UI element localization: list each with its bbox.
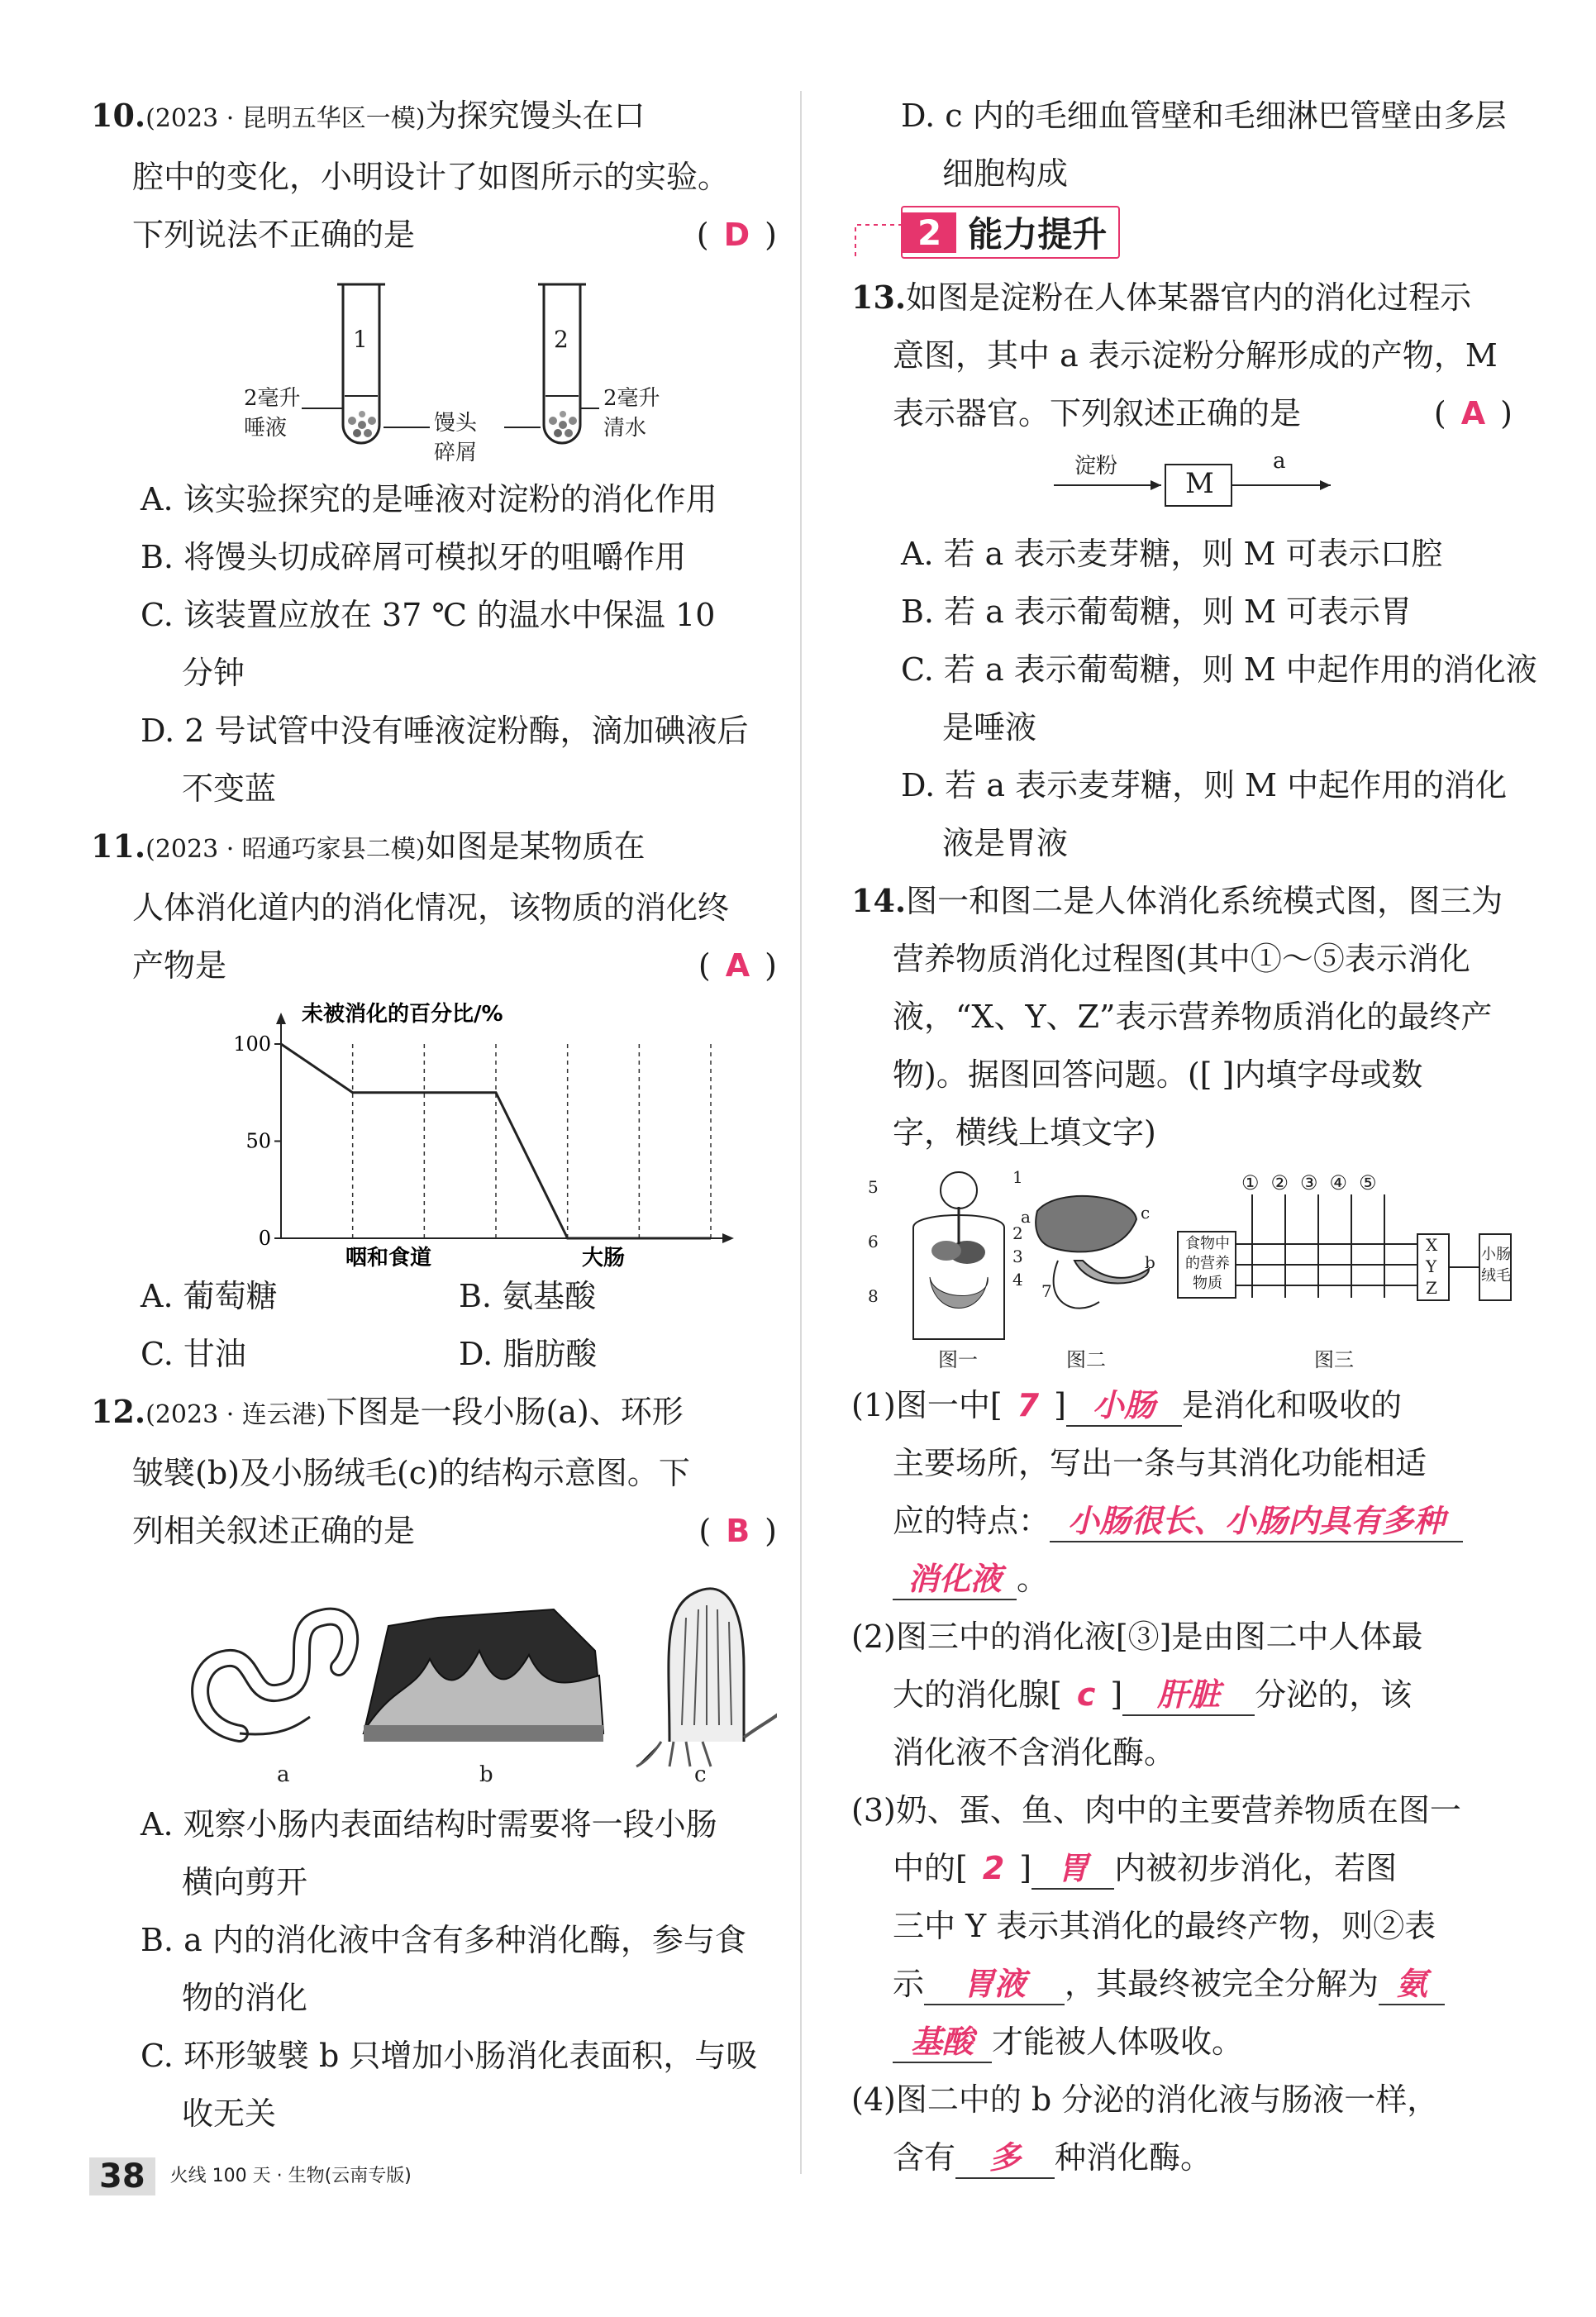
x-label-esophagus: 咽和食道 xyxy=(345,1246,432,1267)
right-column xyxy=(851,87,1537,2186)
stem-line: 字，横线上填文字) xyxy=(893,1114,1156,1151)
question-14: 14.图一和图二是人体消化系统模式图，图三为 营养物质消化过程图(其中①～⑤表示消化 液，“X、Y、Z”表示营养物质消化的最终产 物)。据图回答问题。([ ]内填字母或数 字，横线上填文字) 5 6 8 1 2 3 4 7 a c b 食物中 的营养 物质 ① ② ③ ④ ⑤ X Y Z 小肠 绒毛 图一 图二 图三 (1)图一中[ 7 ] 小肠 是消化和吸收的 主要场所，写出一条与其消化功能相适 应的特点： 小肠很长、小肠内具有多种 消化液 。 (2)图三中的消化液[③]是由图二中人体最 大的消化腺[ c ] 肝脏 分泌的，该 消化液不含消化酶。 (3)奶、蛋、鱼、肉中的主要营养物质在图一 中的[ 2 ] 胃 内被初步消化，若图 三中 Y 表示其消化的最终产物，则②表 示 胃液 ，其最终被完全分解为 氨 基酸 才能被人体吸收。 (4)图二中的 b 分泌的消化液与肠液一样， 含有 多 种消化酶。 xyxy=(851,872,1513,2186)
column-divider xyxy=(800,91,802,2174)
answer-7: 7 xyxy=(1017,1387,1040,1423)
option-b-cont: 物的消化 xyxy=(182,1980,308,2016)
stem-line: 意图，其中 a 表示淀粉分解形成的产物，M xyxy=(893,337,1498,374)
answer-bracket: ( A ) xyxy=(1433,395,1513,431)
tube-1 xyxy=(337,284,385,443)
question-source: (2023 · 昆明五华区一模) xyxy=(145,104,426,133)
y-axis-label: 未被消化的百分比/% xyxy=(302,1002,503,1027)
sub-question-3-cont: 三中 Y 表示其消化的最终产物，则②表 xyxy=(893,1908,1436,1944)
answer-gastric-juice: 胃液 xyxy=(924,1964,1065,2005)
sub-question-1: (1)图一中[ 7 ] 小肠 是消化和吸收的 xyxy=(851,1376,1513,1434)
small-intestine-drawing-a xyxy=(200,1617,350,1734)
sub-question-4: (4)图二中的 b 分泌的消化液与肠液一样， xyxy=(851,2081,1439,2118)
digestion-chart-svg xyxy=(91,994,777,1267)
y-tick-label: 100 xyxy=(233,1032,271,1056)
stem-line: 营养物质消化过程图(其中①～⑤表示消化 xyxy=(893,941,1470,977)
answer-stomach: 胃 xyxy=(1031,1848,1114,1890)
stem-line: 列相关叙述正确的是 xyxy=(132,1513,416,1549)
option-d-cont: 液是胃液 xyxy=(942,825,1069,861)
stem-line: 表示器官。下列叙述正确的是 xyxy=(893,395,1302,431)
organ-m-label: M xyxy=(1185,467,1214,500)
data-line xyxy=(281,1044,711,1238)
option-a-cont: 横向剪开 xyxy=(182,1864,308,1900)
answer-many: 多 xyxy=(955,2138,1055,2179)
question-11 xyxy=(91,818,777,1383)
option-a: A. 观察小肠内表面结构时需要将一段小肠 xyxy=(141,1806,717,1843)
option-c: C. 环形皱襞 b 只增加小肠消化表面积，与吸 xyxy=(141,2038,758,2074)
answer-bracket: ( B ) xyxy=(698,1513,777,1549)
answer-amino: 氨 xyxy=(1379,1964,1445,2005)
starch-label: 淀粉 xyxy=(1074,454,1118,479)
left-column xyxy=(91,87,777,2143)
question-number: 13. xyxy=(851,279,907,316)
question-13 xyxy=(851,269,1537,872)
answer-small-intestine: 小肠 xyxy=(1066,1385,1182,1427)
section-title: 能力提升 xyxy=(968,214,1108,255)
x-axis-arrow xyxy=(722,1233,734,1243)
option-c: C. 若 a 表示葡萄糖，则 M 中起作用的消化液 xyxy=(901,651,1537,688)
option-c-cont: 是唾液 xyxy=(942,709,1037,746)
stem-line: 如图是某物质在 xyxy=(425,828,646,865)
starch-flow-svg xyxy=(851,442,1513,525)
question-source: (2023 · 连云港) xyxy=(145,1400,326,1429)
option-d: D. 脂肪酸 xyxy=(459,1336,598,1372)
tube-2-label: 2 xyxy=(554,326,569,353)
stem-line: 图一和图二是人体消化系统模式图，图三为 xyxy=(906,883,1503,919)
dashed-connector xyxy=(851,207,901,265)
answer-bracket: ( D ) xyxy=(696,217,777,253)
caption-figure-1: 图一 xyxy=(938,1348,978,1371)
stem-line: 下图是一段小肠(a)、环形 xyxy=(326,1394,684,1430)
option-d-cont: 细胞构成 xyxy=(942,155,1069,192)
villi-label: 小肠 绒毛 xyxy=(1481,1246,1511,1285)
stem-line: 腔中的变化，小明设计了如图所示的实验。 xyxy=(132,159,730,195)
answer-amino-cont: 基酸 xyxy=(893,2022,992,2063)
section-number: 2 xyxy=(903,212,956,253)
stem-line: 物)。据图回答问题。([ ]内填字母或数 xyxy=(893,1056,1423,1093)
option-b: B. a 内的消化液中含有多种消化酶，参与食 xyxy=(141,1922,746,1958)
option-a: A. 若 a 表示麦芽糖，则 M 可表示口腔 xyxy=(901,536,1443,572)
starch-flow-figure xyxy=(851,442,1513,525)
sub-question-1-cont: 主要场所，写出一条与其消化功能相适 xyxy=(893,1445,1427,1481)
answer-value: A xyxy=(1460,395,1486,431)
answer-feature-cont: 消化液 xyxy=(893,1559,1017,1600)
y-tick-label: 50 xyxy=(245,1129,271,1153)
fig1-number-7: 7 xyxy=(1041,1281,1052,1301)
page-footer xyxy=(89,2157,412,2195)
option-d: D. 2 号试管中没有唾液淀粉酶，滴加碘液后 xyxy=(141,713,749,749)
stem-line: 下列说法不正确的是 xyxy=(132,217,416,253)
sub-question-3: (3)奶、蛋、鱼、肉中的主要营养物质在图一 xyxy=(851,1792,1461,1828)
stem-line: 如图是淀粉在人体某器官内的消化过程示 xyxy=(906,279,1472,316)
digestive-system-figure xyxy=(851,1161,1513,1376)
fig2-letter-a: a xyxy=(1021,1207,1031,1227)
caption-figure-2: 图二 xyxy=(1066,1348,1106,1371)
option-c: C. 该装置应放在 37 ℃ 的温水中保温 10 xyxy=(141,597,716,633)
option-b: B. 氨基酸 xyxy=(459,1278,597,1314)
book-title: 火线 100 天 · 生物(云南专版) xyxy=(169,2166,412,2186)
intestine-svg xyxy=(91,1560,777,1795)
option-d: D. c 内的毛细血管壁和毛细淋巴管壁由多层 xyxy=(901,98,1507,134)
sub-question-2: (2)图三中的消化液[③]是由图二中人体最 xyxy=(851,1619,1423,1655)
option-c-cont: 收无关 xyxy=(182,2095,277,2132)
option-d-cont: 不变蓝 xyxy=(182,770,277,807)
question-10 xyxy=(91,87,777,818)
water-label: 2毫升 清水 xyxy=(603,386,660,441)
question-12 xyxy=(91,1383,777,2143)
option-c-cont: 分钟 xyxy=(182,655,245,691)
xyz-labels: X Y Z xyxy=(1426,1235,1438,1298)
question-number: 10. xyxy=(91,97,146,134)
answer-feature: 小肠很长、小肠内具有多种 xyxy=(1050,1501,1463,1542)
intestine-figure xyxy=(91,1560,777,1795)
label-b: b xyxy=(479,1762,493,1787)
option-a: A. 葡萄糖 xyxy=(141,1278,278,1314)
section-header xyxy=(851,203,1513,269)
answer-value: D xyxy=(723,217,750,253)
stem-line: 产物是 xyxy=(132,947,227,984)
food-nutrients-label: 食物中 的营养 物质 xyxy=(1185,1235,1230,1292)
caption-figure-3: 图三 xyxy=(1314,1348,1354,1371)
answer-c: c xyxy=(1076,1676,1096,1713)
saliva-label: 2毫升 唾液 xyxy=(244,386,301,441)
villus-drawing-c xyxy=(636,1589,777,1766)
section-pill xyxy=(901,206,1120,259)
digestion-chart xyxy=(91,994,777,1267)
question-number: 12. xyxy=(91,1393,146,1430)
option-b: B. 若 a 表示葡萄糖，则 M 可表示胃 xyxy=(901,594,1412,630)
answer-value: B xyxy=(726,1513,750,1549)
option-d: D. 若 a 表示麦芽糖，则 M 中起作用的消化 xyxy=(901,767,1508,803)
answer-value: A xyxy=(725,947,750,984)
label-a: a xyxy=(277,1762,290,1787)
fig1-numbers-right: 1 2 3 4 xyxy=(1012,1167,1023,1290)
label-c: c xyxy=(694,1762,707,1787)
question-source: (2023 · 昭通巧家县二模) xyxy=(145,835,426,864)
answer-liver: 肝脏 xyxy=(1122,1675,1255,1716)
test-tube-figure xyxy=(91,264,777,470)
bread-label: 馒头 碎屑 xyxy=(434,411,478,465)
stem-line: 皱襞(b)及小肠绒毛(c)的结构示意图。下 xyxy=(132,1455,690,1491)
option-c: C. 甘油 xyxy=(141,1336,246,1372)
stem-line: 液，“X、Y、Z”表示营养物质消化的最终产 xyxy=(893,999,1493,1035)
stem-line: 为探究馒头在口 xyxy=(425,98,646,134)
x-label-large-intestine: 大肠 xyxy=(581,1246,626,1267)
option-a: A. 该实验探究的是唾液对淀粉的消化作用 xyxy=(141,481,717,517)
figure-two-liver xyxy=(1036,1196,1149,1309)
fig2-letter-b: b xyxy=(1145,1252,1155,1272)
question-number: 11. xyxy=(91,827,146,865)
answer-2: 2 xyxy=(982,1850,1005,1886)
option-b: B. 将馒头切成碎屑可模拟牙的咀嚼作用 xyxy=(141,539,687,575)
stem-line: 人体消化道内的消化情况，该物质的消化终 xyxy=(132,889,730,926)
sub-question-2-cont: 消化液不含消化酶。 xyxy=(893,1734,1176,1771)
figure-one-body xyxy=(913,1172,1004,1339)
answer-bracket: ( A ) xyxy=(698,947,777,984)
y-tick-label: 0 xyxy=(258,1227,271,1250)
y-axis-arrow xyxy=(276,1013,286,1024)
tube-1-label: 1 xyxy=(353,326,368,353)
question-number: 14. xyxy=(851,882,907,919)
tube-2 xyxy=(538,284,586,443)
fig1-numbers-left: 5 6 8 xyxy=(868,1177,879,1306)
circular-folds-drawing-b xyxy=(364,1609,603,1742)
product-a-label: a xyxy=(1273,449,1286,474)
page-number: 38 xyxy=(89,2157,155,2195)
juice-circle-labels: ① ② ③ ④ ⑤ xyxy=(1241,1171,1377,1194)
fig2-letter-c: c xyxy=(1141,1203,1151,1223)
